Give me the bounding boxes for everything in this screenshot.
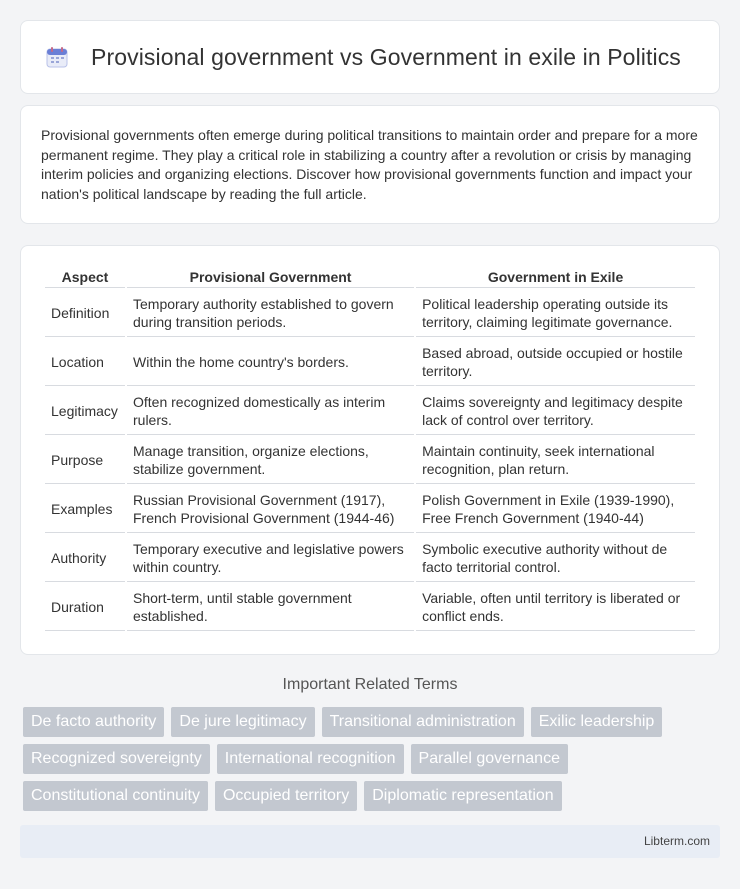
intro-text: Provisional governments often emerge during political transitions to maintain order and prepare for a more permanent regime. They play a critical role in stabilizing a country after a revolution or crisis by managing interim policies and organizing elections. Discover how provisional governments function and impact your nation's political landscape by reading the full article. <box>41 127 698 202</box>
related-term-tag[interactable]: Diplomatic representation <box>364 781 561 811</box>
table-cell-aspect: Authority <box>45 535 125 582</box>
related-term-tag[interactable]: Parallel governance <box>411 744 568 774</box>
comparison-table <box>43 262 697 633</box>
table-cell: Maintain continuity, seek international recognition, plan return. <box>416 437 695 484</box>
table-row <box>45 584 695 631</box>
table-cell: Temporary authority established to govern during transition periods. <box>127 290 414 337</box>
related-term-tag[interactable]: International recognition <box>217 744 404 774</box>
table-cell-aspect: Definition <box>45 290 125 337</box>
table-cell: Often recognized domestically as interim rulers. <box>127 388 414 435</box>
table-cell: Manage transition, organize elections, stabilize government. <box>127 437 414 484</box>
footer <box>20 825 720 858</box>
related-term-tag[interactable]: Constitutional continuity <box>23 781 208 811</box>
related-term-tag[interactable]: De jure legitimacy <box>171 707 314 737</box>
table-row <box>45 437 695 484</box>
table-row <box>45 535 695 582</box>
intro-card <box>20 105 720 224</box>
table-cell: Within the home country's borders. <box>127 339 414 386</box>
column-header-provisional: Provisional Government <box>127 264 414 288</box>
table-header-row <box>45 264 695 288</box>
table-cell: Russian Provisional Government (1917), French Provisional Government (1944-46) <box>127 486 414 533</box>
table-cell: Symbolic executive authority without de facto territorial control. <box>416 535 695 582</box>
related-term-tag[interactable]: Exilic leadership <box>531 707 663 737</box>
table-row <box>45 290 695 337</box>
table-cell: Political leadership operating outside its territory, claiming legitimate governance. <box>416 290 695 337</box>
related-term-tag[interactable]: Recognized sovereignty <box>23 744 210 774</box>
calendar-icon <box>45 45 69 69</box>
table-row <box>45 339 695 386</box>
table-cell: Temporary executive and legislative powers within country. <box>127 535 414 582</box>
table-cell: Short-term, until stable government established. <box>127 584 414 631</box>
table-row <box>45 486 695 533</box>
column-header-exile: Government in Exile <box>416 264 695 288</box>
table-cell: Claims sovereignty and legitimacy despite lack of control over territory. <box>416 388 695 435</box>
footer-site-link[interactable]: Libterm.com <box>643 834 710 848</box>
table-cell: Polish Government in Exile (1939-1990), Free French Government (1940-44) <box>416 486 695 533</box>
table-cell-aspect: Duration <box>45 584 125 631</box>
page-title: Provisional government vs Government in exile in Politics <box>91 43 681 70</box>
table-cell-aspect: Examples <box>45 486 125 533</box>
related-term-tag[interactable]: De facto authority <box>23 707 164 737</box>
table-cell-aspect: Purpose <box>45 437 125 484</box>
table-cell: Variable, often until territory is liberated or conflict ends. <box>416 584 695 631</box>
related-terms-list <box>23 707 723 811</box>
table-cell: Based abroad, outside occupied or hostile territory. <box>416 339 695 386</box>
table-cell-aspect: Location <box>45 339 125 386</box>
column-header-aspect: Aspect <box>45 264 125 288</box>
header-card <box>20 20 720 94</box>
comparison-table-card <box>20 245 720 655</box>
table-cell-aspect: Legitimacy <box>45 388 125 435</box>
related-terms-title: Important Related Terms <box>282 676 458 693</box>
related-term-tag[interactable]: Occupied territory <box>215 781 357 811</box>
related-term-tag[interactable]: Transitional administration <box>322 707 524 737</box>
table-row <box>45 388 695 435</box>
